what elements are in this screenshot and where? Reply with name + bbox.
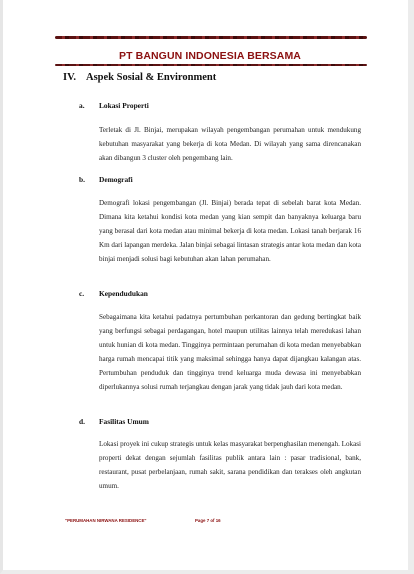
subsection-heading-lokasi — [79, 101, 149, 110]
paragraph-kependudukan: Sebagaimana kita ketahui padatnya pertumbuhan perkantoran dan gedung bertingkat baik yang berfungsi sebagai perdagangan, hotel maupun utilitas lainnya telah meredukasi lahan untuk hunian di kota medan. Tingginya permintaan perumahan di kota medan menyebabkan harga rumah mencapai titik yang maksimal sehingga hanya dapat dijangkau kalangan atas. Pertumbuhan penduduk dan tingginya trend keluarga muda dewasa ini menyebabkan diperlukannya solusi rumah terjangkau dengan jarak yang tidak jauh dari kota medan. — [99, 313, 361, 391]
section-title: Aspek Sosial & Environment — [86, 72, 217, 83]
subsection-letter: d. — [79, 417, 85, 426]
subsection-title: Fasilitas Umum — [99, 417, 149, 426]
subsection-title: Kependudukan — [99, 289, 148, 298]
subsection-letter: a. — [79, 101, 85, 110]
subsection-heading-fasilitas — [79, 417, 149, 426]
header-rule-top — [55, 36, 367, 39]
subsection-title: Lokasi Properti — [99, 101, 149, 110]
subsection-heading-kependudukan — [79, 289, 148, 298]
paragraph-demografi: Demografi lokasi pengembangan (Jl. Binjai) berada tepat di sebelah barat kota Medan. Dimana kita ketahui kondisi kota medan yang kian sempit dan banyaknya keluarga baru yang berasal dari kota medan atau minimal bekerja di kota medan. Lokasi tanah berjarak 16 Km dari lapangan merdeka. Jalan binjai sebagai lintasan strategis antar kota medan dan kota binjai menjadi solusi bagi kebutuhan akan lahan perumahan. — [99, 199, 361, 263]
paragraph-fasilitas: Lokasi proyek ini cukup strategis untuk kelas masyarakat berpenghasilan menengah. Lokasi properti dekat dengan sejumlah fasilitas publik antara lain : pasar tradisional, bank, restaurant, pusat perbelanjaan, rumah sakit, sarana pendidikan dan terakses oleh angkutan umum. — [99, 440, 361, 490]
subsection-heading-demografi — [79, 175, 133, 184]
subsection-letter: b. — [79, 175, 85, 184]
document-header-title: PT BANGUN INDONESIA BERSAMA — [119, 50, 301, 62]
subsection-letter: c. — [79, 289, 85, 298]
section-heading — [63, 72, 216, 83]
section-number: IV. — [63, 72, 76, 83]
subsection-title: Demografi — [99, 175, 133, 184]
header-rule-bottom — [55, 64, 367, 66]
footer-project-name: "PERUMAHAN NIRWANA RESIDENCE" — [65, 518, 147, 523]
paragraph-lokasi: Terletak di Jl. Binjai, merupakan wilayah pengembangan perumahan untuk mendukung kebutuhan masyarakat yang bekerja di kota Medan. Di wilayah yang sama direncanakan akan dibangun 3 cluster oleh pengembang lain. — [99, 126, 361, 162]
footer-page-number: Page 7 of 16 — [195, 518, 221, 523]
